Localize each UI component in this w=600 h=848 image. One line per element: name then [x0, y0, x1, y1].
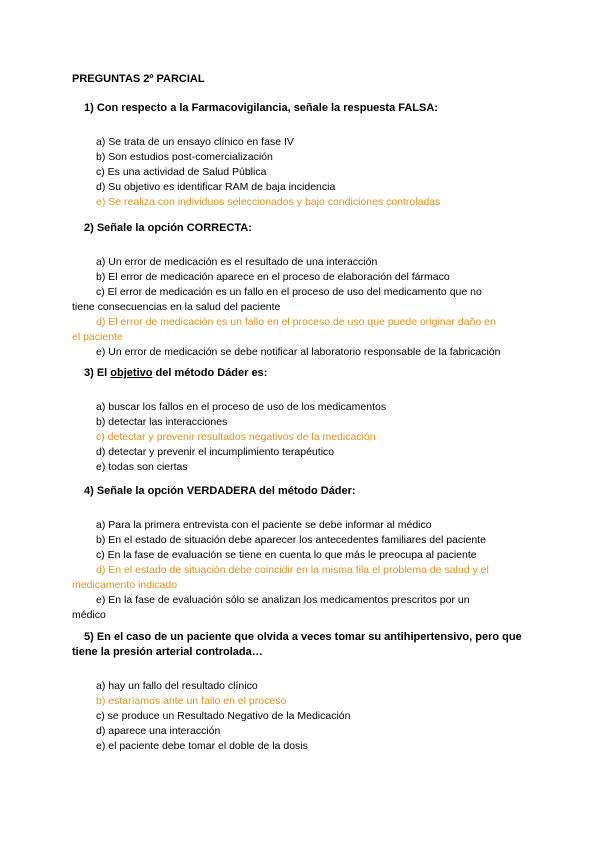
- option-b: b) Son estudios post-comercialización: [96, 151, 273, 163]
- options-list: [72, 135, 542, 210]
- question-text: Señale la opción VERDADERA del método Dáder:: [96, 485, 356, 497]
- question-text-continuation: tiene la presión arterial controlada…: [72, 646, 263, 658]
- question-text: Con respecto a la Farmacovigilancia, señale la respuesta FALSA:: [96, 102, 438, 114]
- question-1: [72, 101, 542, 210]
- option-c: c) se produce un Resultado Negativo de la Medicación: [96, 710, 351, 722]
- option-b: b) detectar las interacciones: [96, 416, 228, 428]
- question-title: [72, 221, 542, 236]
- options-list: [72, 679, 542, 754]
- document-title: PREGUNTAS 2º PARCIAL: [72, 73, 205, 85]
- question-text-post: del método Dáder es:: [152, 367, 268, 379]
- question-3: [72, 366, 542, 475]
- option-d: d) Su objetivo es identificar RAM de baja incidencia: [96, 181, 336, 193]
- option-d: d) detectar y prevenir el incumplimiento terapéutico: [96, 446, 335, 458]
- option-c-correct: c) detectar y prevenir resultados negativos de la medicación: [96, 431, 376, 443]
- option-a: a) buscar los fallos en el proceso de uso de los medicamentos: [96, 401, 387, 413]
- question-2: [72, 221, 542, 360]
- question-number: 1): [84, 102, 94, 114]
- option-c: c) Es una actividad de Salud Pública: [96, 166, 267, 178]
- question-title: [72, 630, 542, 660]
- option-e: e) En la fase de evaluación sólo se analizan los medicamentos prescritos por un médico: [72, 594, 470, 621]
- question-number: 5): [84, 631, 94, 643]
- question-5: [72, 630, 542, 754]
- question-number: 4): [84, 485, 94, 497]
- option-e: e) el paciente debe tomar el doble de la dosis: [96, 740, 308, 752]
- option-a: a) hay un fallo del resultado clínico: [96, 680, 258, 692]
- option-e-correct: e) Se realiza con individuos seleccionados y bajo condiciones controladas: [96, 196, 441, 208]
- option-b-correct: b) estaríamos ante un fallo en el proceso: [96, 695, 287, 707]
- option-a: a) Un error de medicación es el resultado de una interacción: [96, 256, 378, 268]
- question-text: Señale la opción CORRECTA:: [96, 222, 252, 234]
- question-text-pre: El: [96, 367, 111, 379]
- option-b: b) En el estado de situación debe aparecer los antecedentes familiares del paciente: [96, 534, 486, 546]
- option-e: e) todas son ciertas: [96, 461, 188, 473]
- option-d-correct: d) El error de medicación es un fallo en el proceso de uso que puede originar daño en el paciente: [72, 316, 496, 343]
- options-list: [72, 400, 542, 475]
- option-a: a) Para la primera entrevista con el paciente se debe informar al médico: [96, 519, 432, 531]
- question-title: [72, 484, 542, 499]
- question-title: [72, 101, 542, 116]
- question-text: En el caso de un paciente que olvida a veces tomar su antihipertensivo, pero que: [96, 631, 522, 643]
- option-e: e) Un error de medicación se debe notificar al laboratorio responsable de la fabricación: [96, 346, 501, 358]
- question-text-underlined: objetivo: [110, 367, 153, 379]
- option-d: d) aparece una interacción: [96, 725, 221, 737]
- options-list: [72, 518, 542, 623]
- option-b: b) El error de medicación aparece en el proceso de elaboración del fármaco: [96, 271, 450, 283]
- options-list: [72, 255, 542, 360]
- question-title: [72, 366, 542, 381]
- question-number: 3): [84, 367, 94, 379]
- option-c: c) En la fase de evaluación se tiene en cuenta lo que más le preocupa al paciente: [96, 549, 477, 561]
- option-d-correct: d) En el estado de situación debe coincidir en la misma fila el problema de salud y el medicamento indicado: [72, 564, 489, 591]
- question-number: 2): [84, 222, 94, 234]
- option-a: a) Se trata de un ensayo clínico en fase IV: [96, 136, 294, 148]
- question-4: [72, 484, 542, 623]
- option-c: c) El error de medicación es un fallo en el proceso de uso del medicamento que no tiene consecuencias en la salud del paciente: [72, 286, 482, 313]
